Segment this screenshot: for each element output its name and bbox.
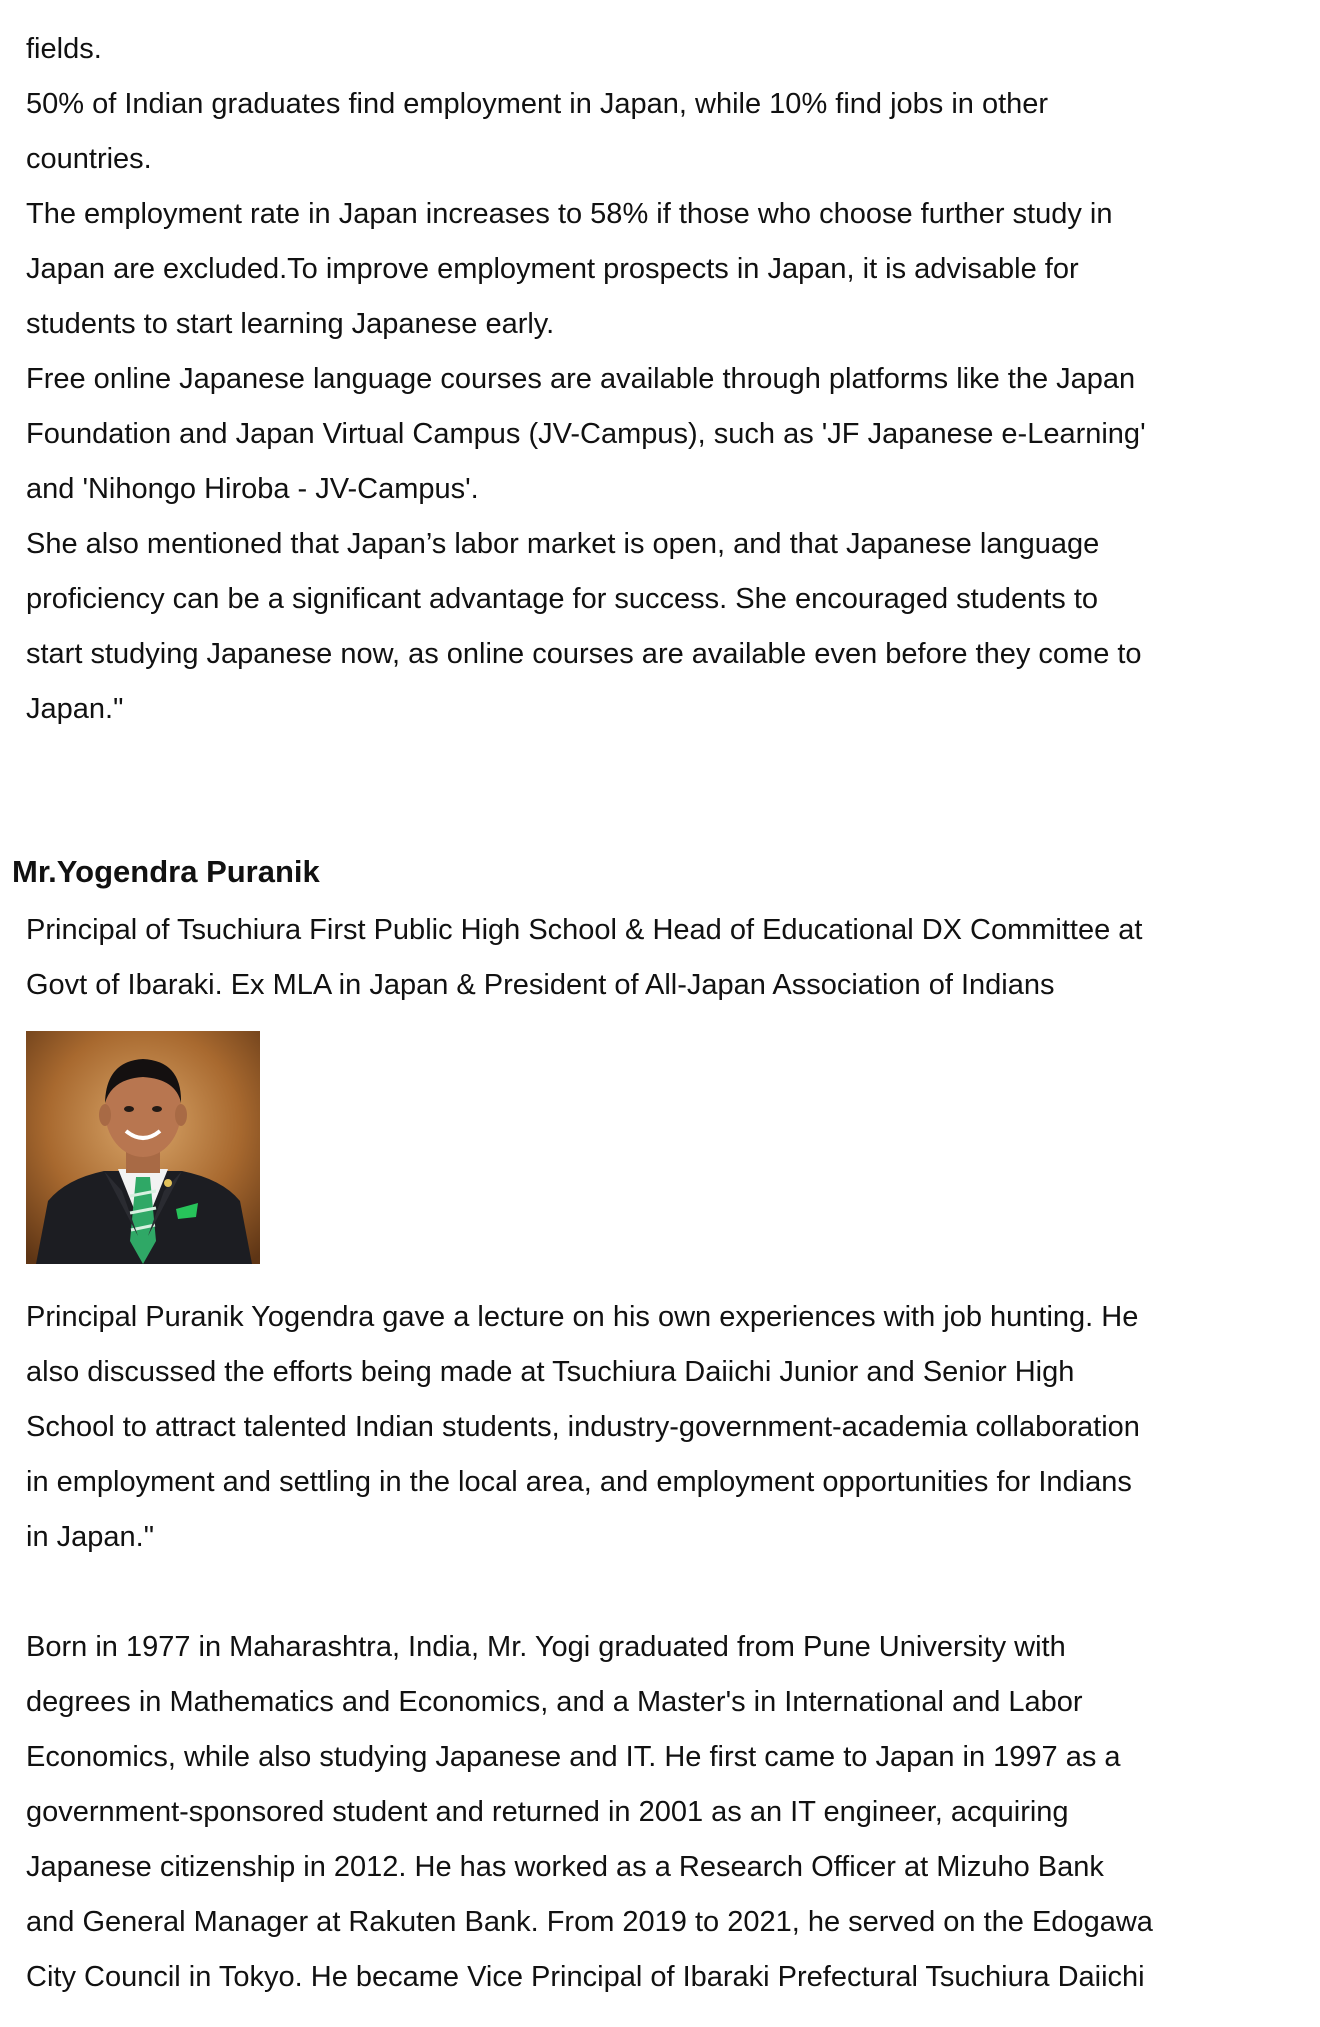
text-line: 50% of Indian graduates find employment in Japan, while 10% find jobs in other — [26, 88, 1049, 120]
speaker-title-paragraph — [26, 903, 1296, 1013]
text-line: government-sponsored student and returned in 2001 as an IT engineer, acquiring — [26, 1796, 1069, 1828]
text-line: also discussed the efforts being made at Tsuchiura Daiichi Junior and Senior High — [26, 1356, 1075, 1388]
text-line: Free online Japanese language courses are available through platforms like the Japan — [26, 363, 1136, 395]
text-line: Govt of Ibaraki. Ex MLA in Japan & President of All-Japan Association of Indians — [26, 969, 1055, 1001]
biography-paragraph — [26, 1620, 1296, 2005]
text-line: in employment and settling in the local area, and employment opportunities for Indians — [26, 1466, 1132, 1498]
text-line: She also mentioned that Japan’s labor market is open, and that Japanese language — [26, 528, 1100, 560]
text-line: countries. — [26, 143, 152, 175]
text-line: and General Manager at Rakuten Bank. From 2019 to 2021, he served on the Edogawa — [26, 1906, 1153, 1938]
text-line: fields. — [26, 33, 102, 65]
text-line: Foundation and Japan Virtual Campus (JV-Campus), such as 'JF Japanese e-Learning' — [26, 418, 1146, 450]
lecture-paragraph — [26, 1290, 1296, 1565]
text-line: proficiency can be a significant advantage for success. She encouraged students to — [26, 583, 1099, 615]
text-line: students to start learning Japanese early. — [26, 308, 555, 340]
text-line: Economics, while also studying Japanese and IT. He first came to Japan in 1997 as a — [26, 1741, 1121, 1773]
speaker-name-heading: Mr.Yogendra Puranik — [12, 854, 320, 889]
speaker-portrait-photo — [26, 1031, 260, 1264]
text-line: Japanese citizenship in 2012. He has worked as a Research Officer at Mizuho Bank — [26, 1851, 1104, 1883]
text-line: start studying Japanese now, as online courses are available even before they come to — [26, 638, 1142, 670]
text-line: School to attract talented Indian students, industry-government-academia collaboration — [26, 1411, 1140, 1443]
text-line: Principal of Tsuchiura First Public High School & Head of Educational DX Committee at — [26, 914, 1143, 946]
text-line: Japan." — [26, 693, 124, 725]
intro-paragraph — [26, 22, 1296, 737]
text-line: City Council in Tokyo. He became Vice Principal of Ibaraki Prefectural Tsuchiura Daiichi — [26, 1961, 1145, 1993]
text-line: Born in 1977 in Maharashtra, India, Mr. Yogi graduated from Pune University with — [26, 1631, 1066, 1663]
text-line: degrees in Mathematics and Economics, and a Master's in International and Labor — [26, 1686, 1083, 1718]
text-line: and 'Nihongo Hiroba - JV-Campus'. — [26, 473, 479, 505]
text-line: in Japan." — [26, 1521, 154, 1553]
text-line: The employment rate in Japan increases to 58% if those who choose further study in — [26, 198, 1113, 230]
text-line: Japan are excluded.To improve employment prospects in Japan, it is advisable for — [26, 253, 1079, 285]
text-line: Principal Puranik Yogendra gave a lecture on his own experiences with job hunting. He — [26, 1301, 1139, 1333]
